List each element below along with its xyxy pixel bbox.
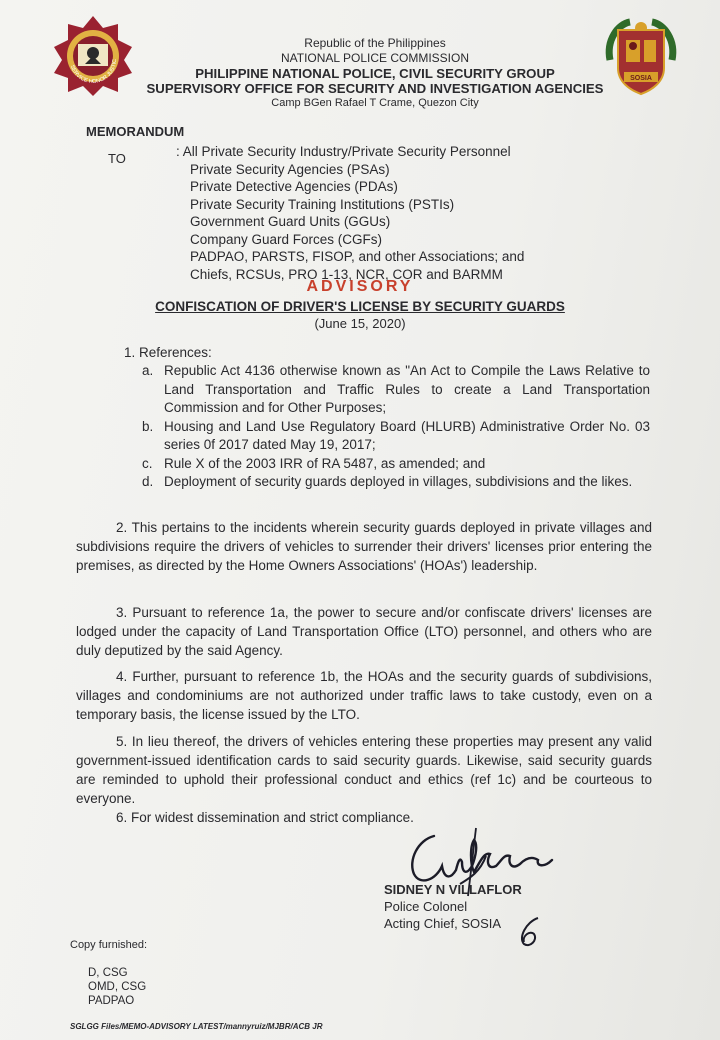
copy-recipient: PADPAO: [88, 995, 135, 1007]
letterhead-commission: NATIONAL POLICE COMMISSION: [280, 51, 470, 65]
file-path-footer: SGLGG Files/MEMO-ADVISORY LATEST/mannyruiz/MJBR/ACB JR: [70, 1022, 323, 1031]
reference-letter: a.: [142, 363, 154, 378]
reference-text: Republic Act 4136 otherwise known as "An Act to Compile the Laws Relative to Land Transportation and Traffic Rules to create a Land Transportation Commission and for Other Purposes;: [164, 363, 650, 415]
to-recipient: Private Security Training Institutions (PSTIs): [190, 196, 455, 212]
sosia-seal-logo: [600, 16, 682, 98]
references-heading: 1. References:: [124, 345, 212, 360]
to-recipient: Chiefs, RCSUs, PRO 1-13, NCR, COR and BARMM: [190, 266, 503, 282]
advisory-title: ADVISORY: [306, 278, 414, 295]
reference-text: Housing and Land Use Regulatory Board (HLURB) Administrative Order No. 03 series 0f 2017 dated May 19, 2017;: [164, 418, 650, 452]
signatory-rank: Police Colonel: [384, 899, 468, 914]
copy-furnished-list: [88, 966, 146, 1008]
advisory-date: (June 15, 2020): [314, 316, 406, 331]
svg-text:SERVICE HONOR JUSTICE: SERVICE HONOR JUSTIC: [68, 58, 119, 86]
advisory-subject: [0, 299, 720, 314]
pnp-seal-logo: [52, 14, 134, 96]
signatory-position: Acting Chief, SOSIA: [384, 916, 502, 931]
reference-letter: c.: [142, 455, 153, 471]
paragraph-3: 3. Pursuant to reference 1a, the power to secure and/or confiscate drivers' licenses are lodged under the capacity of Land Transportation Office (LTO) personnel, and others who are duly deputized by the said Agency.: [76, 605, 652, 658]
paragraph-2: 2. This pertains to the incidents wherein security guards deployed in private villages and subdivisions require the drivers of vehicles to surrender their drivers' licenses prior entering the premises, as directed by the Home Owners Associations' (HOAs') leadership.: [76, 520, 652, 573]
paragraph-6: 6. For widest dissemination and strict compliance.: [116, 810, 414, 825]
reference-text: Deployment of security guards deployed in villages, subdivisions and the likes.: [164, 474, 633, 489]
signature-block: [384, 881, 522, 932]
to-recipient: Company Guard Forces (CGFs): [190, 231, 383, 247]
copy-furnished-label: Copy furnished:: [70, 939, 148, 951]
letterhead: [140, 36, 610, 111]
letterhead-camp: Camp BGen Rafael T Crame, Quezon City: [271, 97, 479, 109]
letterhead-group: PHILIPPINE NATIONAL POLICE, CIVIL SECURITY GROUP: [195, 66, 555, 81]
to-label: TO: [108, 151, 126, 166]
reference-text: Rule X of the 2003 IRR of RA 5487, as amended; and: [164, 455, 486, 471]
to-recipient: Private Detective Agencies (PDAs): [190, 179, 398, 194]
letterhead-republic: Republic of the Philippines: [304, 36, 446, 50]
reference-item: [142, 473, 650, 492]
copy-recipient: D, CSG: [88, 967, 128, 979]
reference-letter: b.: [142, 418, 154, 434]
memorandum-label: MEMORANDUM: [86, 124, 185, 139]
paragraph-5: 5. In lieu thereof, the drivers of vehicles entering these properties may present any valid government-issued identification cards to said security guards. Likewise, said security guards are reminded to uphold their professional conduct and ethics (ref 1c) and be courteous to everyone.: [76, 734, 652, 806]
copy-recipient: OMD, CSG: [88, 981, 147, 993]
signatory-name: SIDNEY N VILLAFLOR: [384, 882, 522, 897]
letterhead-office: SUPERVISORY OFFICE FOR SECURITY AND INVESTIGATION AGENCIES: [146, 81, 604, 96]
handwritten-initial: [512, 914, 548, 950]
references-list: [142, 362, 650, 492]
reference-item: [142, 362, 650, 418]
advisory-subject-text: CONFISCATION OF DRIVER'S LICENSE BY SECURITY GUARDS: [155, 299, 565, 314]
to-recipient: PADPAO, PARSTS, FISOP, and other Associations; and: [190, 249, 525, 264]
to-recipient: : All Private Security Industry/Private Security Personnel: [176, 144, 511, 159]
to-recipient-list: [176, 143, 524, 283]
reference-item: [142, 418, 650, 455]
reference-item: [142, 455, 650, 474]
to-recipient: Government Guard Units (GGUs): [190, 214, 391, 229]
reference-letter: d.: [142, 474, 154, 489]
paragraph-4: 4. Further, pursuant to reference 1b, the HOAs and the security guards of subdivisions, villages and condominiums are not authorized under traffic laws to take custody, even on a temporary basis, the license issued by the LTO.: [76, 669, 652, 722]
svg-text:SOSIA: SOSIA: [630, 75, 652, 82]
to-recipient: Private Security Agencies (PSAs): [190, 161, 390, 177]
